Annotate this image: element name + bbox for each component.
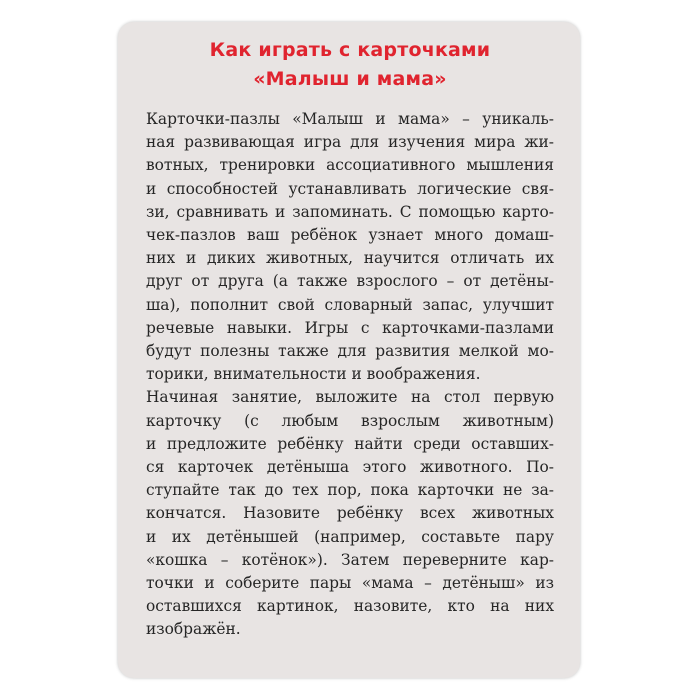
text-line: них и диких животных, научится отличать их [146,249,554,268]
text-line: ся карточек детёныша этого животного. По- [146,458,554,477]
text-line: «кошка – котёнок»). Затем переверните кар- [146,550,554,569]
text-line: речевые навыки. Игры с карточками-пазлами [146,318,554,337]
card-title [146,36,554,94]
text-line: и их детёнышей (например, составьте пару [146,527,554,546]
title-line: «Малыш и мама» [253,68,447,90]
paragraph-howto [146,386,554,641]
paragraph-intro [146,108,554,386]
text-line: Начиная занятие, выложите на стол первую [146,388,554,407]
text-line: оставшихся картинок, назовите, кто на них [146,597,554,616]
text-line: вотных, тренировки ассоциативного мышления [146,156,554,175]
title-line: Как играть с карточками [209,39,491,61]
card-body [146,108,554,642]
text-line: ная развивающая игра для изучения мира жи- [146,133,554,152]
instruction-card [118,22,580,678]
text-line: Карточки-пазлы «Малыш и мама» – уникаль- [146,110,554,128]
text-line: чек-пазлов ваш ребёнок узнает много домаш- [146,226,554,245]
text-line: зи, сравнивать и запоминать. С помощью карто- [146,202,554,221]
text-line: и способностей устанавливать логические свя- [146,179,554,198]
text-line: ступайте так до тех пор, пока карточки не за- [146,481,554,500]
text-line: кончатся. Назовите ребёнку всех животных [146,504,554,523]
text-line: точки и соберите пары «мама – детёныш» из [146,574,554,593]
text-line: изображён. [146,620,241,639]
text-line: ша), пополнит свой словарный запас, улучшит [146,295,554,314]
text-line: торики, внимательности и воображения. [146,365,481,384]
text-line: друг от друга (а также взрослого – от детёны- [146,272,554,291]
text-line: карточку (с любым взрослым животным) [146,411,554,430]
text-line: и предложите ребёнку найти среди оставших- [146,434,554,453]
text-line: будут полезны также для развития мелкой мо- [146,342,554,361]
